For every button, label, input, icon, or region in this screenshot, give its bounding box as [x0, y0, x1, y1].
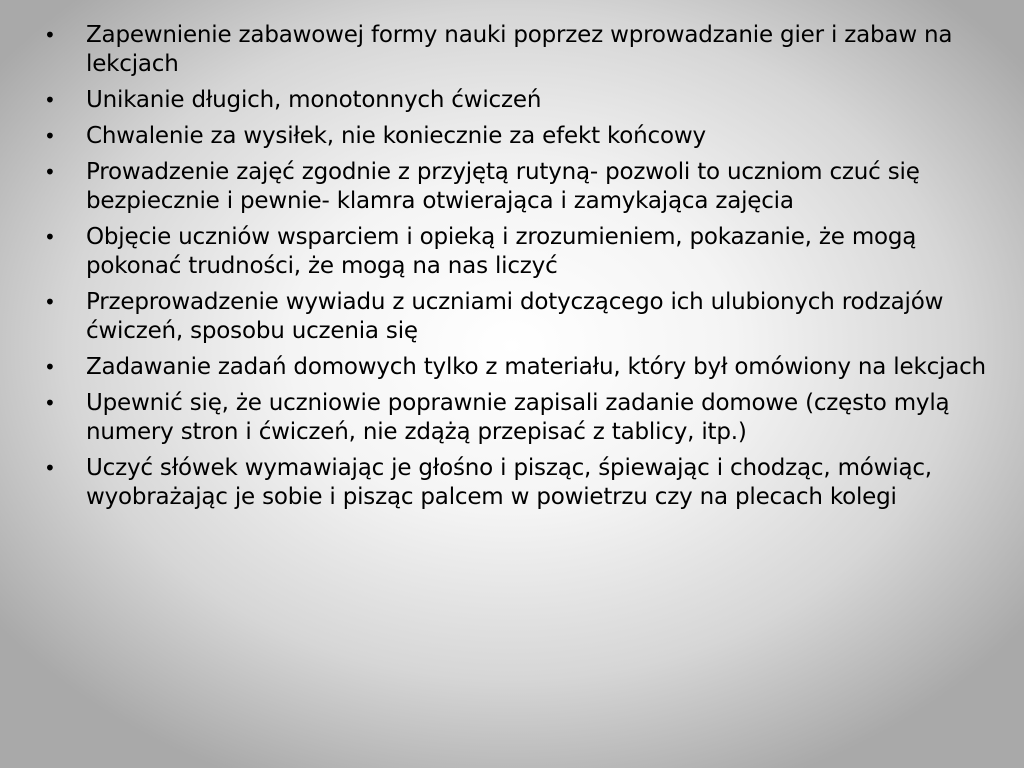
bullet-dot-icon: •	[44, 225, 56, 249]
bullet-item	[40, 122, 990, 151]
bullet-text: Objęcie uczniów wsparciem i opieką i zrozumieniem, pokazanie, że mogą pokonać trudności, że mogą na nas liczyć	[86, 224, 917, 279]
bullet-text: Upewnić się, że uczniowie poprawnie zapisali zadanie domowe (często mylą numery stron i ćwiczeń, nie zdążą przepisać z tablicy, itp.)	[86, 390, 950, 445]
bullet-item	[40, 389, 990, 447]
bullet-dot-icon: •	[44, 88, 56, 112]
bullet-text: Przeprowadzenie wywiadu z uczniami dotyczącego ich ulubionych rodzajów ćwiczeń, sposobu uczenia się	[86, 289, 944, 344]
bullet-text: Zadawanie zadań domowych tylko z materiału, który był omówiony na lekcjach	[86, 354, 986, 380]
bullet-dot-icon: •	[44, 124, 56, 148]
bullet-item	[40, 454, 990, 512]
bullet-text: Prowadzenie zajęć zgodnie z przyjętą rutyną- pozwoli to uczniom czuć się bezpiecznie i pewnie- klamra otwierająca i zamykająca zajęcia	[86, 159, 920, 214]
bullet-text: Uczyć słówek wymawiając je głośno i pisząc, śpiewając i chodząc, mówiąc, wyobrażając je sobie i pisząc palcem w powietrzu czy na plecach kolegi	[86, 455, 932, 510]
bullet-item	[40, 288, 990, 346]
bullet-item	[40, 353, 990, 382]
bullet-dot-icon: •	[44, 160, 56, 184]
bullet-dot-icon: •	[44, 456, 56, 480]
bullet-dot-icon: •	[44, 355, 56, 379]
bullet-list	[40, 21, 990, 519]
bullet-item	[40, 86, 990, 115]
bullet-item	[40, 21, 990, 79]
bullet-item	[40, 223, 990, 281]
bullet-dot-icon: •	[44, 23, 56, 47]
bullet-text: Zapewnienie zabawowej formy nauki poprzez wprowadzanie gier i zabaw na lekcjach	[86, 22, 953, 77]
bullet-dot-icon: •	[44, 391, 56, 415]
bullet-text: Unikanie długich, monotonnych ćwiczeń	[86, 87, 542, 113]
bullet-item	[40, 158, 990, 216]
bullet-text: Chwalenie za wysiłek, nie koniecznie za efekt końcowy	[86, 123, 706, 149]
bullet-dot-icon: •	[44, 290, 56, 314]
